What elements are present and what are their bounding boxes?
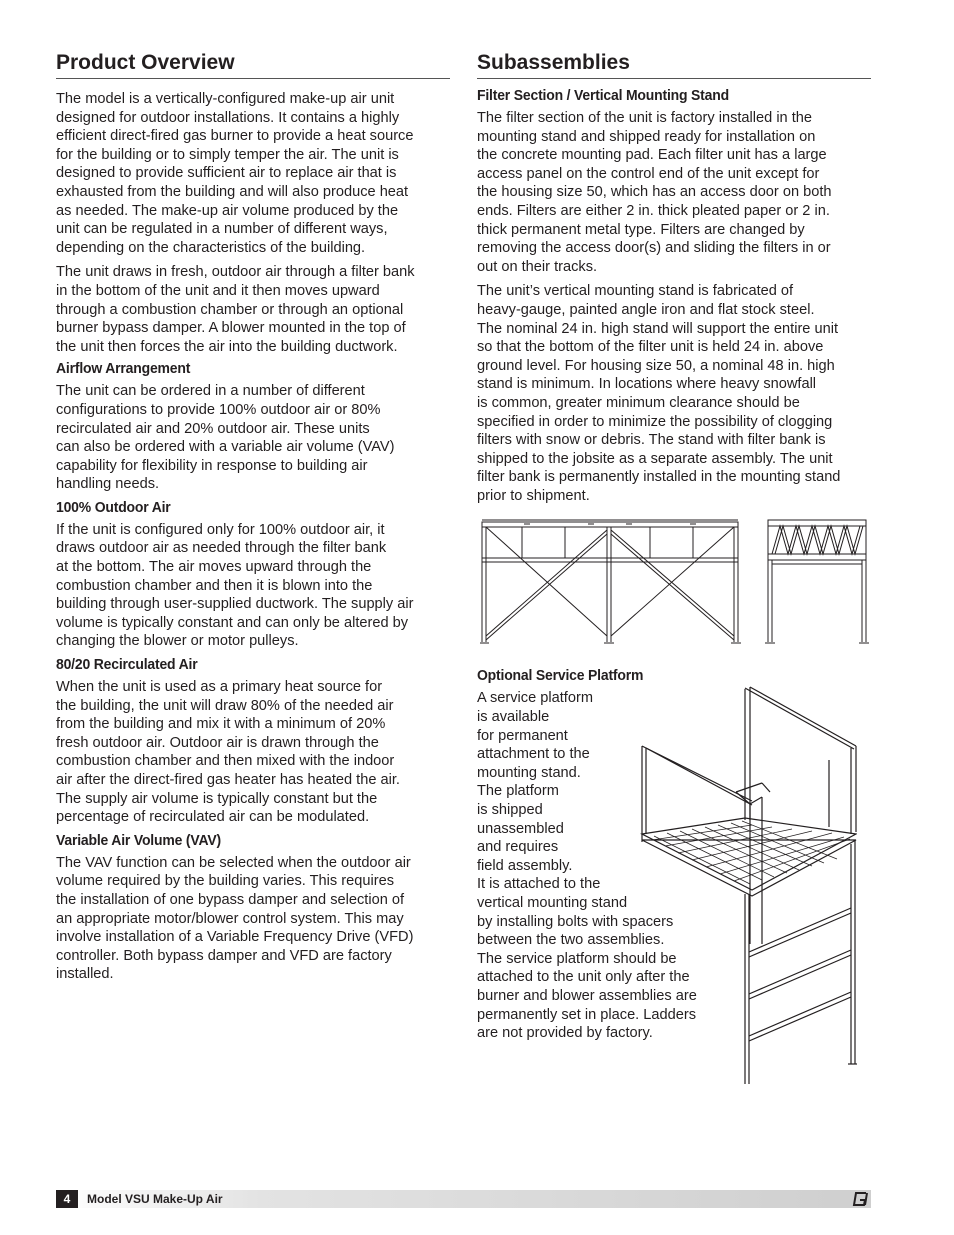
product-overview-title: Product Overview (56, 50, 450, 79)
text-line: the building, the unit will draw 80% of the needed air (56, 697, 394, 714)
text-line: efficient direct-fired gas burner to provide a heat source (56, 128, 414, 145)
text-line: designed to provide sufficient air to replace air that is (56, 165, 397, 182)
text-line: is shipped (477, 802, 543, 819)
text-line: for permanent (477, 727, 568, 744)
filter-paragraph-1 (477, 109, 871, 276)
text-line: controller. Both bypass damper and VFD are factory (56, 947, 392, 964)
text-line: combustion chamber and then mixed with the indoor (56, 753, 395, 770)
text-line: is available (477, 709, 550, 726)
vav-heading: Variable Air Volume (VAV) (56, 831, 221, 849)
text-line: through a combustion chamber or through an optional (56, 301, 404, 318)
text-line: filter bank is permanently installed in the mounting stand (477, 469, 841, 486)
airflow-heading: Airflow Arrangement (56, 360, 191, 378)
text-line: the housing size 50, which has an access door on both (477, 184, 832, 201)
recirculated-air-heading: 80/20 Recirculated Air (56, 656, 198, 674)
text-line: and requires (477, 839, 559, 856)
text-line: The platform (477, 783, 559, 800)
text-line: combustion chamber and then it is blown into the (56, 577, 373, 594)
text-line: recirculated air and 20% outdoor air. These units (56, 420, 370, 437)
right-column (477, 50, 871, 1043)
text-line: stand is minimum. In locations where heavy snowfall (477, 376, 817, 393)
text-line: handling needs. (56, 476, 160, 493)
text-line: can also be ordered with a variable air volume (VAV) (56, 439, 395, 456)
intro-paragraph-1 (56, 90, 450, 257)
text-line: is common, greater minimum clearance should be (477, 394, 800, 411)
text-line: the concrete mounting pad. Each filter unit has a large (477, 147, 827, 164)
text-line: unassembled (477, 820, 564, 837)
recirculated-air-paragraph (56, 678, 450, 827)
text-line: The model is a vertically-configured make-up air unit (56, 91, 395, 107)
service-platform-heading: Optional Service Platform (477, 667, 644, 685)
text-line: If the unit is configured only for 100% outdoor air, it (56, 521, 385, 538)
text-line: from the building and mix it with a minimum of 20% (56, 716, 386, 733)
mounting-stand-front-drawing (480, 518, 745, 648)
text-line: air after the direct-fired gas heater has heated the air. (56, 772, 400, 788)
text-line: in the bottom of the unit and it then moves upward (56, 282, 380, 299)
text-line: field assembly. (477, 857, 573, 874)
text-line: shipped to the jobsite as a separate assembly. The unit (477, 450, 833, 467)
text-line: percentage of recirculated air can be modulated. (56, 809, 370, 826)
text-line: The supply air volume is typically constant but the (56, 790, 378, 807)
text-line: draws outdoor air as needed through the filter bank (56, 540, 387, 557)
text-line: attachment to the (477, 746, 590, 763)
text-line: filters with snow or debris. The stand with filter bank is (477, 432, 826, 449)
text-line: an appropriate motor/blower control system. This may (56, 910, 404, 927)
text-line: changing the blower or motor pulleys. (56, 633, 299, 650)
text-line: The VAV function can be selected when the outdoor air (56, 854, 411, 871)
text-line: It is attached to the (477, 876, 601, 893)
left-column (56, 50, 450, 984)
text-line: The unit can be ordered in a number of different (56, 383, 365, 400)
text-line: The nominal 24 in. high stand will support the entire unit (477, 320, 839, 337)
text-line: depending on the characteristics of the building. (56, 239, 366, 256)
outdoor-air-paragraph (56, 521, 450, 651)
text-line: removing the access door(s) and sliding the filters in or (477, 240, 831, 257)
text-line: vertical mounting stand (477, 895, 628, 911)
footer-bar (56, 1190, 871, 1208)
text-line: as needed. The make-up air volume produced by the (56, 202, 399, 219)
text-line: are not provided by factory. (477, 1025, 653, 1042)
subassemblies-title: Subassemblies (477, 50, 871, 79)
text-line: by installing bolts with spacers (477, 913, 674, 930)
intro-paragraph-2 (56, 263, 450, 356)
text-line: thick permanent metal type. Filters are changed by (477, 221, 805, 238)
text-line: between the two assemblies. (477, 932, 665, 949)
text-line: unit can be regulated in a number of different ways, (56, 221, 388, 238)
text-line: the unit then forces the air into the building ductwork. (56, 338, 398, 355)
text-line: designed for outdoor installations. It contains a highly (56, 109, 400, 126)
text-line: The unit draws in fresh, outdoor air through a filter bank (56, 264, 415, 281)
text-line: out on their tracks. (477, 258, 598, 275)
text-line: burner bypass damper. A blower mounted in the top of (56, 320, 406, 337)
text-line: The unit’s vertical mounting stand is fabricated of (477, 283, 794, 300)
filter-paragraph-2 (477, 282, 871, 505)
page-number: 4 (56, 1190, 78, 1208)
text-line: The service platform should be (477, 950, 677, 967)
text-line: for the building or to simply temper the air. The unit is (56, 146, 399, 163)
text-line: ground level. For housing size 50, a nominal 48 in. high (477, 357, 835, 374)
text-line: heavy-gauge, painted angle iron and flat stock steel. (477, 301, 815, 318)
footer-title: Model VSU Make-Up Air (87, 1192, 223, 1206)
outdoor-air-heading: 100% Outdoor Air (56, 498, 171, 516)
text-line: volume required by the building varies. This requires (56, 873, 394, 890)
text-line: at the bottom. The air moves upward through the (56, 559, 372, 576)
vav-paragraph (56, 854, 450, 984)
airflow-paragraph (56, 382, 450, 494)
brand-logo-icon (852, 1191, 870, 1207)
text-line: mounting stand and shipped ready for installation on (477, 128, 816, 145)
text-line: capability for flexibility in response to building air (56, 457, 368, 474)
text-line: prior to shipment. (477, 487, 590, 504)
service-platform-drawing (632, 684, 857, 1084)
text-line: installed. (56, 966, 114, 983)
text-line: building through user-supplied ductwork. The supply air (56, 596, 414, 613)
text-line: permanently set in place. Ladders (477, 1006, 697, 1023)
text-line: mounting stand. (477, 764, 581, 781)
mounting-stand-figure (477, 518, 871, 648)
text-line: the installation of one bypass damper and selection of (56, 891, 405, 908)
text-line: ends. Filters are either 2 in. thick pleated paper or 2 in. (477, 202, 830, 219)
text-line: volume is typically constant and can only be altered by (56, 614, 409, 631)
text-line: so that the bottom of the filter unit is held 24 in. above (477, 339, 824, 356)
text-line: involve installation of a Variable Frequency Drive (VFD) (56, 929, 414, 946)
text-line: configurations to provide 100% outdoor air or 80% (56, 401, 381, 418)
mounting-stand-side-drawing (764, 518, 874, 648)
text-line: attached to the unit only after the (477, 969, 690, 986)
text-line: fresh outdoor air. Outdoor air is drawn through the (56, 734, 379, 751)
text-line: The filter section of the unit is factory installed in the (477, 110, 813, 126)
text-line: A service platform (477, 690, 593, 707)
text-line: burner and blower assemblies are (477, 987, 697, 1004)
filter-section-heading: Filter Section / Vertical Mounting Stand (477, 87, 729, 104)
text-line: access panel on the control end of the unit except for (477, 165, 820, 182)
text-line: specified in order to minimize the possibility of clogging (477, 413, 833, 430)
text-line: exhausted from the building and will also produce heat (56, 183, 409, 200)
text-line: When the unit is used as a primary heat source for (56, 679, 383, 696)
